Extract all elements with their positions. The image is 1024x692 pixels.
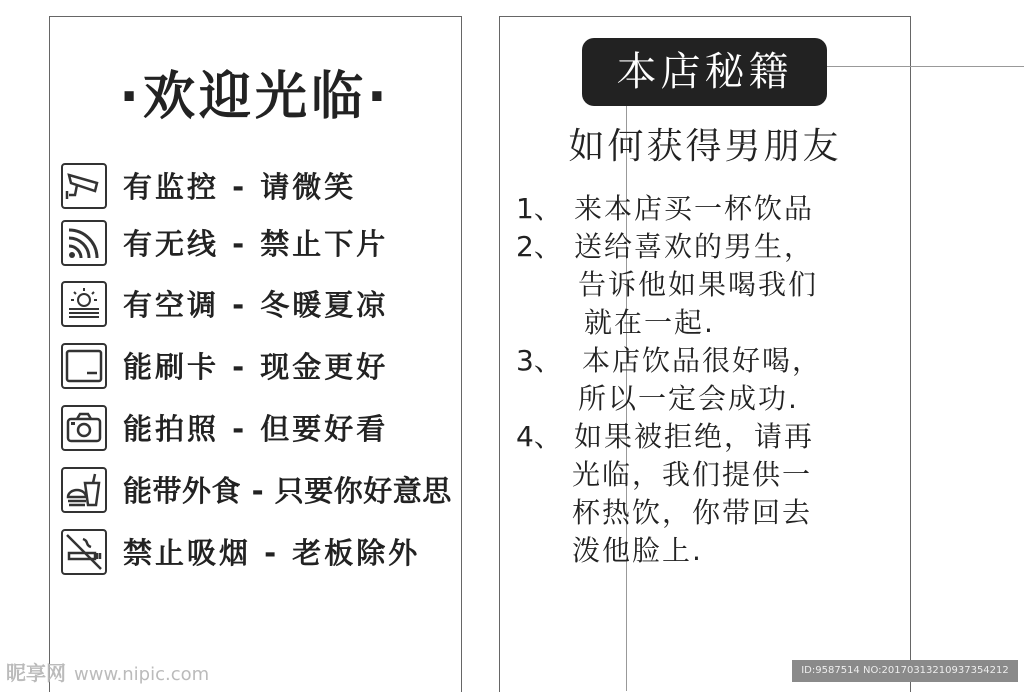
watermark-brand-name: 昵享网 [6,661,66,685]
rule-row-smoking [61,528,456,578]
cctv-camera-icon [61,163,107,209]
wifi-icon [61,220,107,266]
step-line: 所以一定会成功. [578,382,799,415]
watermark-url: www.nipic.com [74,664,210,685]
rule-row-cctv [61,162,456,212]
step-line: 光临，我们提供一 [572,458,813,491]
step-line: 就在一起. [584,306,715,339]
step-number: 1、 [516,192,562,225]
secret-badge: 本店秘籍 [582,38,827,106]
rule-text: 能带外食 - 只要你好意思 [123,474,452,508]
rule-text: 有空调 - 冬暖夏凉 [123,288,389,322]
camera-icon [61,405,107,451]
secret-subtitle: 如何获得男朋友 [568,126,842,167]
step-number: 2、 [516,230,562,263]
guide-line-horizontal [826,66,1024,67]
step-line: 杯热饮，你带回去 [572,496,813,529]
rule-text: 有无线 - 禁止下片 [123,227,389,261]
rule-row-ac [61,280,456,330]
rule-text: 能刷卡 - 现金更好 [123,350,389,384]
air-conditioner-icon [61,281,107,327]
step-line: 如果被拒绝，请再 [574,420,815,453]
step-line: 告诉他如果喝我们 [578,268,819,301]
step-line: 泼他脸上. [572,534,703,567]
card-icon [61,343,107,389]
rule-row-photo [61,404,456,454]
outside-food-icon [61,467,107,513]
watermark-id: ID:9587514 NO:20170313210937354212 [792,660,1018,682]
step-number: 3、 [516,344,562,377]
no-smoking-icon [61,529,107,575]
rule-row-card [61,342,456,392]
rule-text: 禁止吸烟 - 老板除外 [123,536,421,570]
step-line: 来本店买一杯饮品 [574,192,815,225]
step-line: 送给喜欢的男生， [574,230,815,263]
rule-text: 能拍照 - 但要好看 [123,412,389,446]
rule-row-food [61,466,456,516]
rule-text: 有监控 - 请微笑 [123,170,357,204]
welcome-title: ·欢迎光临· [119,67,391,127]
step-line: 本店饮品很好喝， [582,344,823,377]
step-number: 4、 [516,420,562,453]
rule-row-wifi [61,219,456,269]
watermark-brand [6,658,209,688]
